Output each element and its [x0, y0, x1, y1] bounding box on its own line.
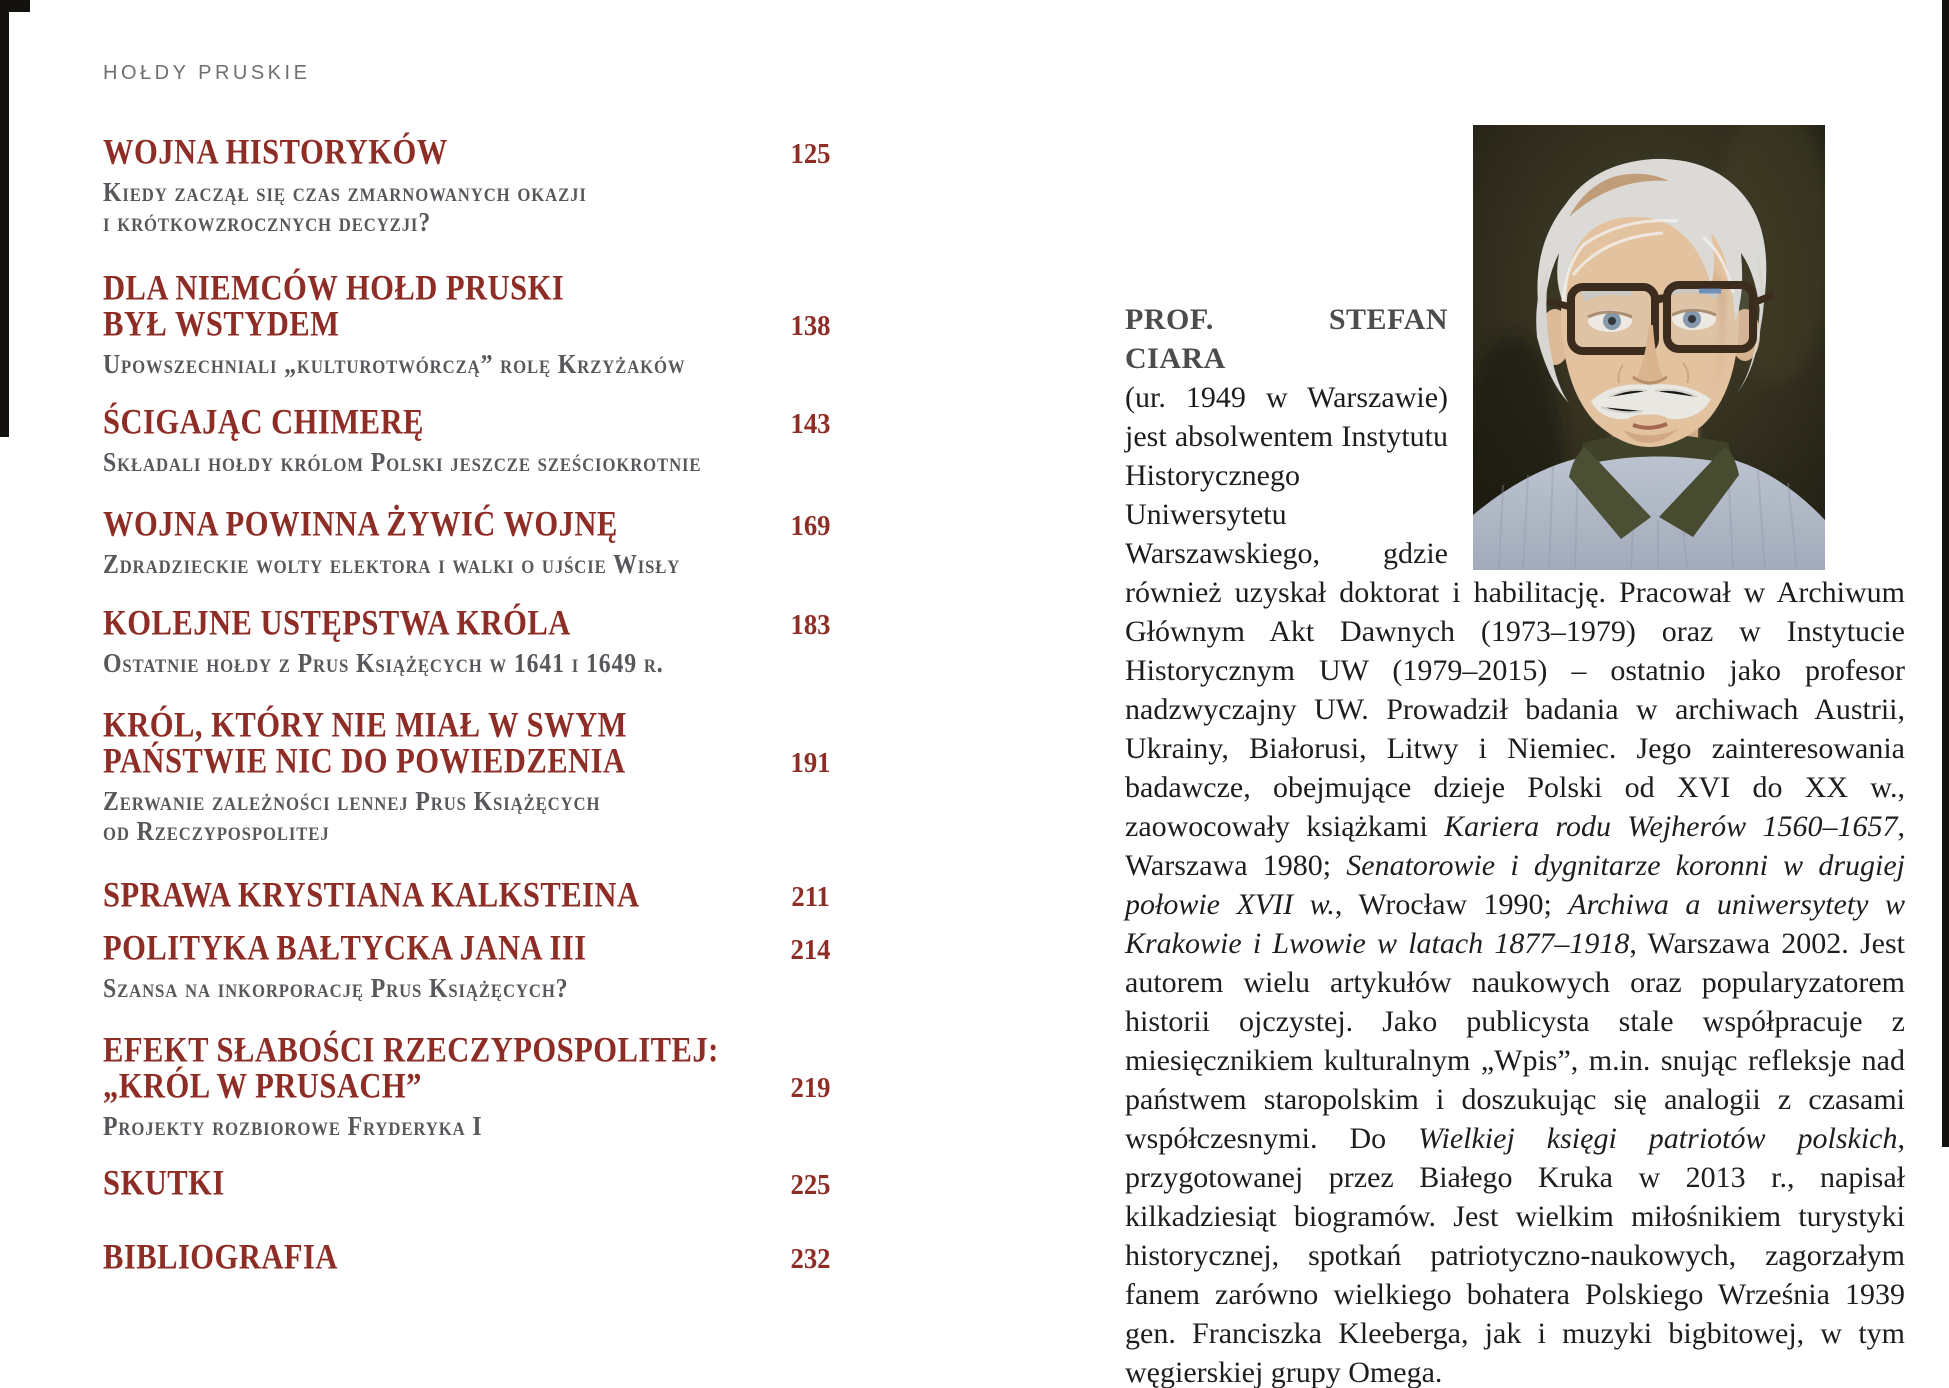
- toc-entry: [103, 1163, 830, 1203]
- toc-entry-link[interactable]: [103, 875, 776, 915]
- toc-entry-page-number[interactable]: 143: [789, 408, 830, 440]
- toc-entry-link[interactable]: [103, 603, 775, 643]
- toc-entry-link[interactable]: [103, 1237, 775, 1277]
- toc-entry: [103, 928, 830, 1003]
- author-photo: [1473, 125, 1905, 570]
- toc-entry: [103, 603, 830, 678]
- toc-entry-page-number[interactable]: 232: [789, 1243, 830, 1275]
- toc-entry-title-line: KOLEJNE USTĘPSTWA KRÓLA: [103, 603, 571, 643]
- scan-edge-left: [0, 0, 9, 437]
- toc-entry-page-number[interactable]: 211: [791, 881, 830, 913]
- toc-entry: [103, 1030, 830, 1141]
- toc-entry-subtitle-line: Zdradzieckie wolty elektora i walki o ujście Wisły: [103, 549, 681, 579]
- toc-entry-link[interactable]: [103, 928, 775, 968]
- toc-entry-subtitle-line: Upowszechniali „kulturotwórczą” rolę Krzyżaków: [103, 349, 686, 379]
- toc-entry-title-line: PAŃSTWIE NIC DO POWIEDZENIA: [103, 741, 626, 781]
- toc-entry: [103, 402, 830, 477]
- toc-entry-subtitle-line: i krótkowzrocznych decyzji?: [103, 207, 432, 237]
- toc-entry-title-line: KRÓL, KTÓRY NIE MIAŁ W SWYM: [103, 705, 627, 745]
- toc-entry-title-line: POLITYKA BAŁTYCKA JANA III: [103, 928, 587, 968]
- toc-entry-subtitle-line: Składali hołdy królom Polski jeszcze sześciokrotnie: [103, 447, 702, 477]
- toc-entry: [103, 705, 830, 846]
- toc-entry-page-number[interactable]: 125: [789, 138, 830, 170]
- toc-entry: [103, 1237, 830, 1277]
- toc-entry-link[interactable]: [103, 504, 775, 544]
- toc-entry-link[interactable]: [103, 268, 775, 344]
- toc-entry: [103, 268, 830, 379]
- author-name: PROF. STEFAN CIARA: [1125, 303, 1448, 375]
- toc-entry-page-number[interactable]: 183: [789, 609, 830, 641]
- toc-entry-title-line: WOJNA HISTORYKÓW: [103, 132, 448, 172]
- author-portrait-illustration: [1473, 125, 1825, 570]
- toc-entry-subtitle-line: Zerwanie zależności lennej Prus Książęcych: [103, 786, 601, 816]
- right-page-bio: [1125, 300, 1905, 1388]
- toc-entry-page-number[interactable]: 191: [789, 747, 830, 779]
- toc-entry-title-line: SPRAWA KRYSTIANA KALKSTEINA: [103, 875, 640, 915]
- toc-entry: [103, 875, 830, 915]
- left-page-toc: [103, 0, 830, 1388]
- toc-entry-link[interactable]: [103, 1030, 775, 1106]
- toc-entry-link[interactable]: [103, 132, 775, 172]
- running-header: HOŁDY PRUSKIE: [103, 62, 311, 84]
- toc-entry-title-line: BIBLIOGRAFIA: [103, 1237, 338, 1277]
- toc-entry-subtitle-line: Szansa na inkorporację Prus Książęcych?: [103, 973, 569, 1003]
- toc-entry-page-number[interactable]: 169: [789, 510, 830, 542]
- toc-entry-title-line: „KRÓL W PRUSACH”: [103, 1066, 422, 1106]
- toc-entry-subtitle-line: Ostatnie hołdy z Prus Książęcych w 1641 i 1649 r.: [103, 648, 664, 678]
- toc-entry-page-number[interactable]: 225: [789, 1169, 830, 1201]
- toc-entry-link[interactable]: [103, 1163, 775, 1203]
- toc-entry-title-line: ŚCIGAJĄC CHIMERĘ: [103, 402, 424, 442]
- scan-edge-right: [1942, 0, 1949, 1147]
- toc-entry-page-number[interactable]: 138: [789, 310, 830, 342]
- toc-entry-title-line: BYŁ WSTYDEM: [103, 304, 340, 344]
- toc-entry-title-line: SKUTKI: [103, 1163, 225, 1203]
- toc-entry-title-line: EFEKT SŁABOŚCI RZECZYPOSPOLITEJ:: [103, 1030, 719, 1070]
- toc-entry-subtitle-line: od Rzeczypospolitej: [103, 816, 330, 846]
- toc-entry: [103, 132, 830, 237]
- toc-entry-link[interactable]: [103, 402, 775, 442]
- toc-entry: [103, 504, 830, 579]
- toc-entry-link[interactable]: [103, 705, 775, 781]
- toc-entry-subtitle-line: Projekty rozbiorowe Fryderyka I: [103, 1111, 483, 1141]
- toc-entry-title-line: DLA NIEMCÓW HOŁD PRUSKI: [103, 268, 565, 308]
- toc-entry-title-line: WOJNA POWINNA ŻYWIĆ WOJNĘ: [103, 504, 618, 544]
- scan-edge-top-left: [0, 0, 30, 12]
- toc-entry-subtitle-line: Kiedy zaczął się czas zmarnowanych okazji: [103, 177, 587, 207]
- bio-paragraph: (ur. 1949 w Warszawie) jest absolwentem Instytutu Historycznego Uniwersytetu Warszawskiego, gdzie również uzyskał doktorat i habilitację. Pracował w Archiwum Głównym Akt Dawnych (1973–1979) oraz w Instytucie Historycznym UW (1979–2015) – ostatnio jako profesor nadzwyczajny UW. Prowadził badania w archiwach Austrii, Ukrainy, Białorusi, Litwy i Niemiec. Jego zainteresowania badawcze, obejmujące dzieje Polski od XVI do XX w., zaowocowały książkami Kariera rodu Wejherów 1560–1657, Warszawa 1980; Senatorowie i dygnitarze koronni w drugiej połowie XVII w., Wrocław 1990; Archiwa a uniwersytety w Krakowie i Lwowie w latach 1877–1918, Warszawa 2002. Jest autorem wielu artykułów naukowych oraz popularyzatorem historii ojczystej. Jako publicysta stale współpracuje z miesięcznikiem kulturalnym „Wpis”, m.in. snując refleksje nad państwem staropolskim i doszukując się analogii z czasami współczesnymi. Do Wielkiej księgi patriotów polskich, przygotowanej przez Białego Kruka w 2013 r., napisał kilkadziesiąt biogramów. Jest wielkim miłośnikiem turystyki historycznej, spotkań patriotyczno-naukowych, zagorzałym fanem zarówno wielkiego bohatera Polskiego Września 1939 gen. Franciszka Kleeberga, jak i muzyki bigbitowej, w tym węgierskiej grupy Omega.: [1125, 381, 1905, 1388]
- toc-entry-page-number[interactable]: 214: [789, 934, 830, 966]
- toc-entry-page-number[interactable]: 219: [789, 1072, 830, 1104]
